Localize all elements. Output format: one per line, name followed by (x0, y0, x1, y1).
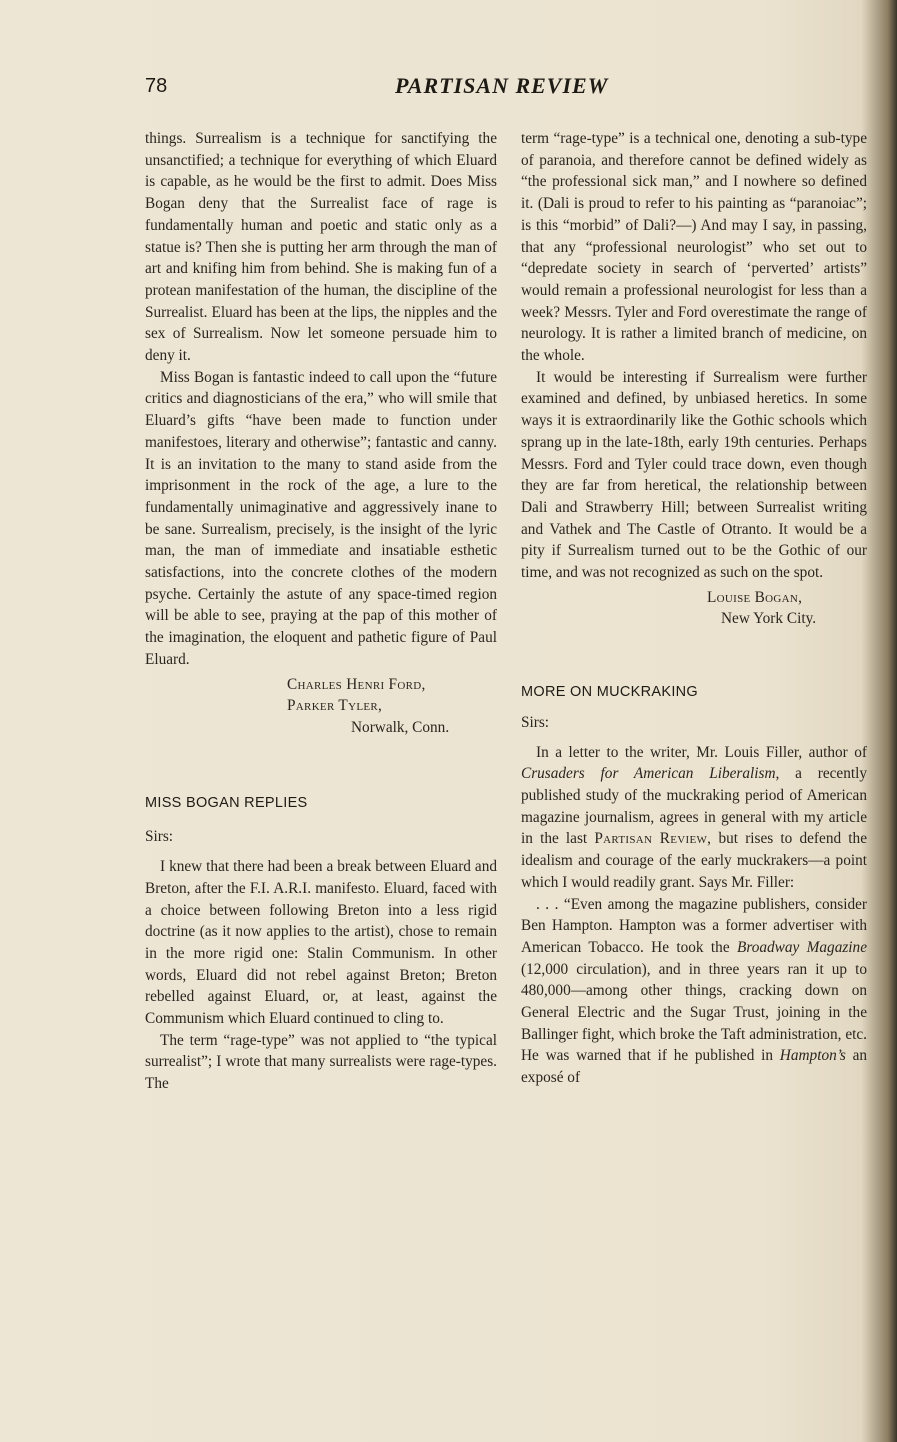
salutation: Sirs: (145, 828, 174, 846)
paragraph (521, 894, 867, 1089)
text-run: but rises to defend the idealism and courage of the early muckrakers—a point which I would readily grant. Says Mr. Filler: (521, 830, 867, 891)
page-header (145, 75, 865, 105)
paragraph: I knew that there had been a break between Eluard and Breton, after the F.I. A.R.I. manifesto. Eluard, faced with a choice between following Breton into a less rigid doctrine (as it now applies to the artist), chose to remain in the more rigid one: Stalin Communism. In other words, Eluard did not rebel against Breton; Breton rebelled against Eluard, or, at least, against the Communism which Eluard continued to cling to. (145, 858, 497, 1028)
signature-block (521, 587, 867, 630)
paragraph: It would be interesting if Surrealism were further examined and defined, by unbiased heretics. In some ways it is extraordinarily like the Gothic schools which sprang up in the late-18th, early 19th centuries. Perhaps Messrs. Ford and Tyler could trace down, even though they are far from heretical, the relationship between Dali and Strawberry Hill; between Surrealist writing and Vathek and The Castle of Otranto. It would be a pity if Surrealism turned out to be the Gothic of our time, and was not recognized as such on the spot. (521, 368, 867, 582)
signature-name: Parker Tyler, (287, 697, 383, 715)
signature-block (145, 674, 497, 739)
signature-name: Charles Henri Ford, (287, 675, 426, 693)
page-number: 78 (145, 75, 168, 97)
signature-place: Norwalk, Conn. (351, 718, 450, 736)
salutation: Sirs: (521, 713, 550, 731)
text-run: In a letter to the writer, Mr. Louis Filler, author of (536, 743, 867, 761)
magazine-name: Broadway Magazine (736, 938, 867, 956)
magazine-name: Partisan Review, (594, 830, 712, 848)
signature-name: Louise Bogan, (707, 588, 803, 606)
paragraph (521, 742, 867, 894)
signature-place: New York City. (721, 610, 817, 628)
section-heading: MORE ON MUCKRAKING (521, 684, 698, 701)
text-run: . . . “Even among the magazine publishers, consider Ben Hampton. Hampton was a former advertiser with American Tobacco. He took the (521, 895, 867, 956)
paragraph: The term “rage-type” was not applied to “the typical surrealist”; I wrote that many surrealists were rage-types. The (145, 1031, 497, 1093)
paragraph: Miss Bogan is fantastic indeed to call upon the “future critics and diagnosticians of the era,” who will smile that Eluard’s gifts “have been made to function under manifestoes, literary and otherwise”; fantastic and canny. It is an invitation to the many to stand aside from the imprisonment in the rock of the age, a lure to the fundamentally unimaginative and aggressively inane to be sane. Surrealism, precisely, is the insight of the lyric man, the man of immediate and insatiable esthetic satisfactions, into the concrete clothes of the modern psyche. Certainly the astute of any space-timed region will be able to see, praying at the pap of this mother of the imagination, the eloquent and pathetic figure of Paul Eluard. (145, 368, 497, 668)
paragraph: term “rage-type” is a technical one, denoting a sub-type of paranoia, and therefore cannot be defined widely as “the professional sick man,” and I nowhere so defined it. (Dali is proud to refer to his painting as “paranoiac”; is this “morbid” of Dali?—) And may I say, in passing, that any “professional neurologist” who set out to “depredate society in search of ‘perverted’ artists” would remain a professional neurologist for less than a week? Messrs. Tyler and Ford overestimate the range of neurology. It is rather a limited branch of medicine, on the whole. (521, 130, 867, 365)
running-title: PARTISAN REVIEW (395, 73, 609, 98)
text-run: an exposé of (521, 1047, 868, 1087)
left-column (145, 128, 497, 1095)
right-column (521, 128, 867, 1089)
book-title: Crusaders for American Liberalism, (521, 765, 780, 783)
text-run: a recently published study of the muckraking period of American magazine journalism, agrees in general with my article in the last (521, 765, 868, 848)
magazine-name: Hampton’s (779, 1047, 846, 1065)
text-run: (12,000 circulation), and in three years ran it up to 480,000—among other things, cracking down on General Electric and the Sugar Trust, joining in the Ballinger fight, which broke the Taft administration, etc. He was warned that if he published in (521, 960, 867, 1065)
paragraph: things. Surrealism is a technique for sanctifying the unsanctified; a technique for everything of which Eluard is capable, as he would be the first to admit. Does Miss Bogan deny that the Surrealist face of rage is fundamentally human and poetic and static only as a statue is? Then she is putting her arm through the man of art and knifing him from behind. She is making fun of a protean manifestation of the human, the discipline of the Surrealist. Eluard has been at the lips, the nipples and the sex of Surrealism. Now let someone persuade him to deny it. (145, 130, 497, 365)
section-heading: MISS BOGAN REPLIES (145, 794, 308, 811)
